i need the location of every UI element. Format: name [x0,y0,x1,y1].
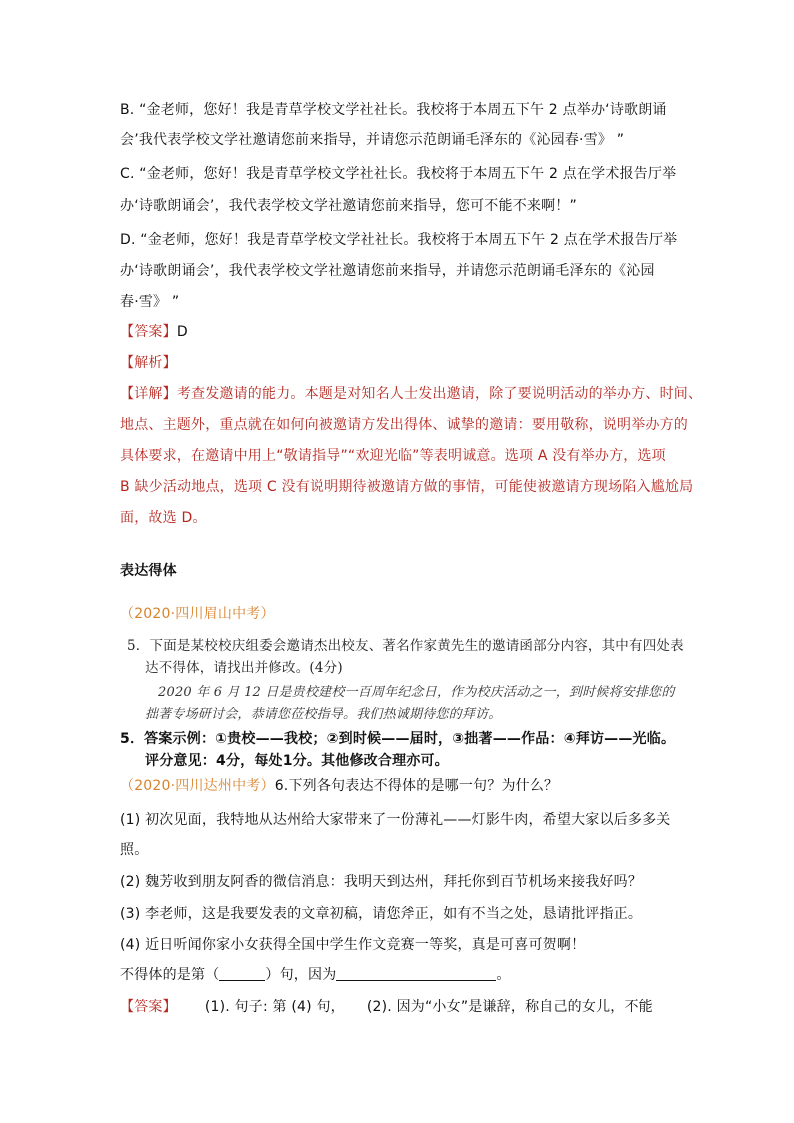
fill-prefix: 不得体的是第（ [120,967,220,983]
q6-answer-tag: 【答案】 [120,999,177,1015]
q6-answer-part1: (1). 句子: 第 (4) 句， [204,999,345,1015]
detail-line1 [120,384,702,404]
fill-blank-reason[interactable] [336,966,496,981]
q6-sentence4: (4) 近日听闻你家小女获得全国中学生作文竞赛一等奖，真是可喜可贺啊！ [120,937,586,953]
q6-sentence2: (2) 魏芳收到朋友阿香的微信消息：我明天到达州，拜托你到百节机场来接我好吗？ [120,874,643,890]
q5-answer-line1: 5．答案示例：①贵校——我校；②到时候——届时，③拙著——作品：④拜访——光临。 [120,731,676,747]
q5-answer-line2: 评分意见：4分，每处1分。其他修改合理亦可。 [145,753,449,769]
option-b-line1: B. “金老师，您好！我是青草学校文学社社长。我校将于本周五下午 2 点举办‘诗歌朗诵 [120,102,667,118]
q6-answer-part2: (2). 因为“小女”是谦辞，称自己的女儿，不能 [366,999,653,1015]
section-title: 表达得体 [120,563,177,579]
q6-stem: 6.下列各句表达不得体的是哪一句？为什么？ [274,778,559,794]
fill-blank-sentence[interactable] [219,966,265,981]
q6-header [120,776,558,796]
q6-sentence3: (3) 李老师，这是我要发表的文章初稿，请您斧正，如有不当之处，恳请批评指正。 [120,906,643,922]
fill-middle: ）句，因为 [265,967,337,983]
q6-sentence1-line1: (1) 初次见面，我特地从达州给大家带来了一份薄礼——灯影牛肉，希望大家以后多多关 [120,812,671,828]
option-b-line2: 会’我代表学校文学社邀请您前来指导，并请您示范朗诵毛泽东的《沁园春·雪》 ” [120,132,625,148]
option-c-line1: C. “金老师，您好！我是青草学校文学社社长。我校将于本周五下午 2 点在学术报告厅举 [120,166,677,182]
answer-value: D [176,324,188,340]
q5-letter-line2: 拙著专场研讨会，恭请您莅校指导。我们热诚期待您的拜访。 [145,707,502,722]
option-d-line3: 春·雪》 ” [120,294,180,310]
detail-line3: 具体要求，在邀请中用上“敬请指导”“欢迎光临”等表明诚意。选项 A 没有举办方，选项 [120,448,666,464]
answer-tag: 【答案】 [120,324,177,340]
detail-line5: 面，故选 D。 [120,510,207,526]
q6-answer-row [120,997,653,1017]
detail-line2: 地点、主题外，重点就在如何向被邀请方发出得体、诚挚的邀请：要用敬称，说明举办方的 [120,417,688,433]
detail-text1: 考查发邀请的能力。本题是对知名人士发出邀请，除了要说明活动的举办方、时间、 [176,386,703,402]
detail-tag: 【详解】 [120,386,177,402]
option-c-line2: 办‘诗歌朗诵会’，我代表学校文学社邀请您前来指导，您可不能不来啊！” [120,198,577,214]
option-d-line1: D. “金老师，您好！我是青草学校文学社社长。我校将于本周五下午 2 点在学术报告厅举 [120,232,678,248]
analysis-tag: 【解析】 [120,355,177,371]
q5-source: （2020·四川眉山中考） [120,606,275,622]
q5-letter-line1: 2020 年 6 月 12 日是贵校建校一百周年纪念日，作为校庆活动之一，到时候将安排您的 [158,685,675,700]
q6-fill-line [120,965,511,985]
answer-row [120,322,188,342]
fill-suffix: 。 [496,967,511,983]
option-d-line2: 办‘诗歌朗诵会’，我代表学校文学社邀请您前来指导，并请您示范朗诵毛泽东的《沁园 [120,263,655,279]
detail-line4: B 缺少活动地点，选项 C 没有说明期待被邀请方做的事情，可能使被邀请方现场陷入尴尬局 [120,479,694,495]
q6-sentence1-line2: 照。 [120,842,149,858]
q6-source: （2020·四川达州中考） [120,778,275,794]
q5-stem-line1: 5．下面是某校校庆组委会邀请杰出校友、著名作家黄先生的邀请函部分内容，其中有四处表 [127,638,684,654]
q5-stem-line2: 达不得体，请找出并修改。(4分) [145,660,343,676]
